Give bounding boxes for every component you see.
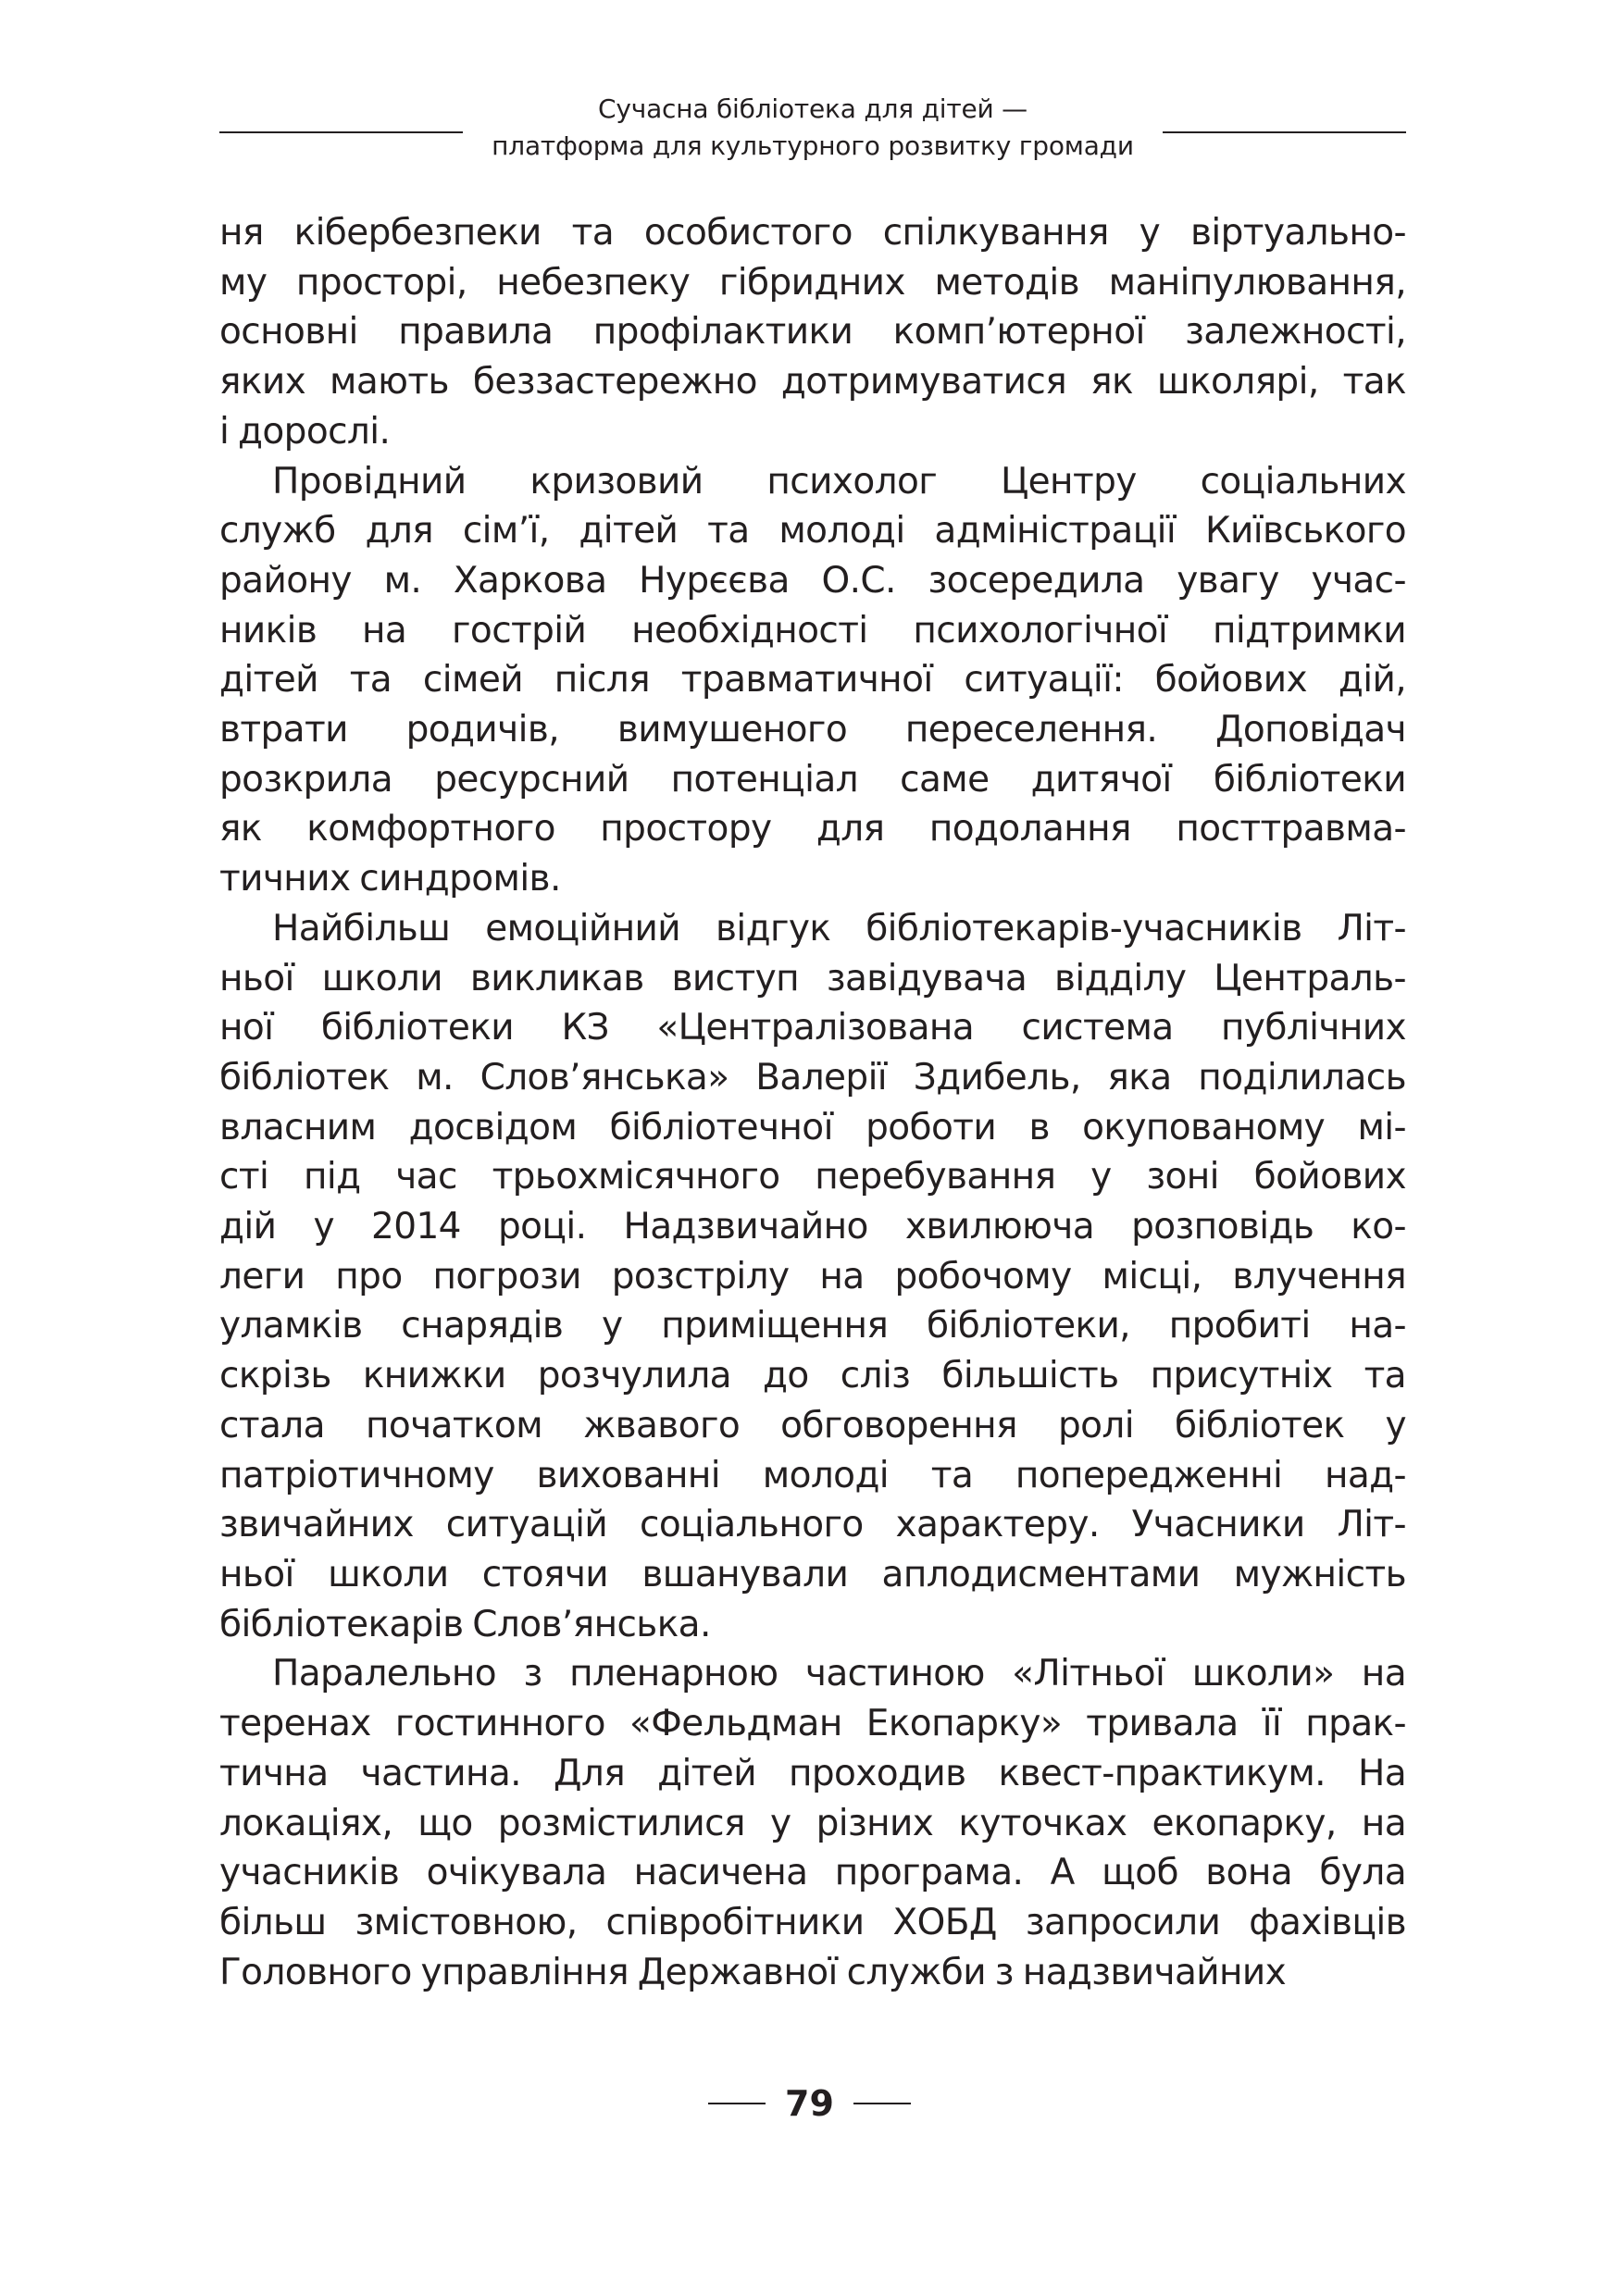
text-line: ня кібербезпеки та особистого спілкування у віртуально-: [219, 212, 1406, 254]
text-line: більш змістовною, співробітники ХОБД запросили фахівців: [219, 1901, 1406, 1943]
text-line: і дорослі.: [219, 410, 391, 453]
text-line: дітей та сімей після травматичної ситуації: бойових дій,: [219, 659, 1406, 701]
header-rule-left: [219, 131, 463, 133]
text-line: власним досвідом бібліотечної роботи в окупованому мі-: [219, 1106, 1406, 1148]
text-line: ників на гострій необхідності психологічної підтримки: [219, 609, 1406, 652]
text-line: служб для сім’ї, дітей та молоді адміністрації Київського: [219, 510, 1406, 552]
text-line: яких мають беззастережно дотримуватися як школярі, так: [219, 361, 1406, 403]
text-line: основні правила профілактики комп’ютерної залежності,: [219, 311, 1406, 354]
text-line: розкрила ресурсний потенціал саме дитячої бібліотеки: [219, 758, 1406, 800]
text-line: ної бібліотеки КЗ «Централізована система публічних: [219, 1007, 1406, 1049]
text-line: Найбільш емоційний відгук бібліотекарів-учасників Літ-: [272, 907, 1406, 949]
text-line: Паралельно з пленарною частиною «Літньої школи» на: [272, 1653, 1406, 1695]
page-number: 79: [785, 2083, 834, 2124]
running-header-line-1: Сучасна бібліотека для дітей —: [598, 93, 1027, 124]
text-line: сті під час трьохмісячного перебування у зоні бойових: [219, 1156, 1406, 1198]
text-line: уламків снарядів у приміщення бібліотеки, пробиті на-: [219, 1305, 1406, 1347]
text-line: бібліотек м. Слов’янська» Валерії Здибель, яка поділилась: [219, 1056, 1406, 1098]
text-line: скрізь книжки розчулила до сліз більшість присутніх та: [219, 1355, 1406, 1397]
header-rule-right: [1163, 131, 1406, 133]
text-line: бібліотекарів Слов’янська.: [219, 1603, 711, 1645]
text-line: Провідний кризовий психолог Центру соціальних: [272, 460, 1406, 503]
text-line: ньої школи викликав виступ завідувача відділу Централь-: [219, 957, 1406, 999]
text-line: патріотичному вихованні молоді та попередженні над-: [219, 1454, 1406, 1496]
running-header-title: [463, 91, 1163, 165]
text-line: тичних синдромів.: [219, 858, 561, 900]
text-line: му просторі, небезпеку гібридних методів маніпулювання,: [219, 261, 1406, 304]
text-line: стала початком жвавого обговорення ролі бібліотек у: [219, 1404, 1406, 1446]
paragraph: [219, 208, 1406, 457]
text-line: звичайних ситуацій соціального характеру. Учасники Літ-: [219, 1504, 1406, 1546]
paragraph: [219, 904, 1406, 1650]
page-footer: [0, 2080, 1619, 2127]
folio-dash-left: [708, 2103, 766, 2104]
text-line: тична частина. Для дітей проходив квест-практикум. На: [219, 1752, 1406, 1794]
text-line: як комфортного простору для подолання посттравма-: [219, 808, 1406, 850]
paragraph: [219, 457, 1406, 904]
body-text: [219, 208, 1406, 1997]
text-line: локаціях, що розмістилися у різних куточках екопарку, на: [219, 1802, 1406, 1844]
folio-dash-right: [853, 2103, 911, 2104]
text-line: району м. Харкова Нурєєва О.С. зосередила увагу учас-: [219, 559, 1406, 602]
paragraph: [219, 1649, 1406, 1997]
text-line: Головного управління Державної служби з надзвичайних: [219, 1951, 1287, 1993]
text-line: ньої школи стоячи вшанували аплодисментами мужність: [219, 1553, 1406, 1595]
running-header-line-2: платформа для культурного розвитку громади: [492, 130, 1134, 161]
text-line: втрати родичів, вимушеного переселення. Доповідач: [219, 709, 1406, 751]
text-line: учасників очікувала насичена програма. А щоб вона була: [219, 1852, 1406, 1894]
text-line: теренах гостинного «Фельдман Екопарку» тривала її прак-: [219, 1703, 1406, 1745]
text-line: дій у 2014 році. Надзвичайно хвилююча розповідь ко-: [219, 1206, 1406, 1248]
text-line: леги про погрози розстрілу на робочому місці, влучення: [219, 1255, 1406, 1297]
running-header: [219, 91, 1406, 165]
